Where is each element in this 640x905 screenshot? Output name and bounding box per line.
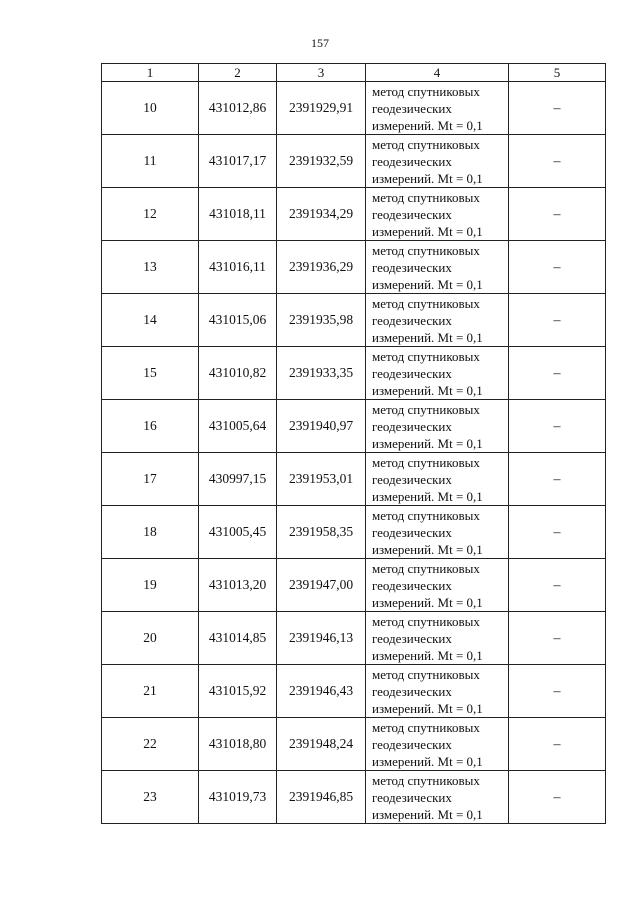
- dash-mark: –: [553, 418, 561, 434]
- method-text-line: метод спутниковых: [372, 560, 480, 576]
- note-cell: [509, 82, 606, 135]
- method-text-line: метод спутниковых: [372, 348, 480, 364]
- note-cell: [509, 665, 606, 718]
- point-number-cell: 11: [102, 135, 199, 188]
- note-cell: [509, 294, 606, 347]
- column-header-1: 1: [102, 64, 199, 82]
- note-cell: [509, 347, 606, 400]
- table-row: [102, 771, 606, 824]
- method-text-line: геодезических: [372, 365, 452, 381]
- method-text-line: геодезических: [372, 524, 452, 540]
- column-header-2: 2: [199, 64, 277, 82]
- column-header-4: 4: [366, 64, 509, 82]
- method-text-line: метод спутниковых: [372, 401, 480, 417]
- table-row: [102, 453, 606, 506]
- x-coordinate-cell: 431019,73: [199, 771, 277, 824]
- note-cell: [509, 400, 606, 453]
- x-coordinate-cell: 431005,64: [199, 400, 277, 453]
- point-number-cell: 12: [102, 188, 199, 241]
- dash-mark: –: [553, 524, 561, 540]
- dash-mark: –: [553, 577, 561, 593]
- table-row: [102, 506, 606, 559]
- y-coordinate-cell: 2391946,43: [277, 665, 366, 718]
- table-row: [102, 718, 606, 771]
- y-coordinate-cell: 2391934,29: [277, 188, 366, 241]
- method-text-line: измерений. Mt = 0,1: [372, 541, 483, 557]
- method-cell: [366, 506, 509, 559]
- x-coordinate-cell: 431014,85: [199, 612, 277, 665]
- method-text-line: измерений. Mt = 0,1: [372, 170, 483, 186]
- column-header-3: 3: [277, 64, 366, 82]
- column-header-5: 5: [509, 64, 606, 82]
- point-number-cell: 13: [102, 241, 199, 294]
- method-cell: [366, 559, 509, 612]
- note-cell: [509, 453, 606, 506]
- method-cell: [366, 771, 509, 824]
- method-cell: [366, 612, 509, 665]
- y-coordinate-cell: 2391933,35: [277, 347, 366, 400]
- dash-mark: –: [553, 312, 561, 328]
- method-text-line: геодезических: [372, 418, 452, 434]
- coordinates-table: [101, 63, 606, 824]
- method-text-line: измерений. Mt = 0,1: [372, 647, 483, 663]
- method-text-line: метод спутниковых: [372, 613, 480, 629]
- x-coordinate-cell: 431013,20: [199, 559, 277, 612]
- method-text-line: геодезических: [372, 736, 452, 752]
- note-cell: [509, 241, 606, 294]
- note-cell: [509, 559, 606, 612]
- method-text-line: метод спутниковых: [372, 772, 480, 788]
- x-coordinate-cell: 431012,86: [199, 82, 277, 135]
- point-number-cell: 21: [102, 665, 199, 718]
- method-cell: [366, 294, 509, 347]
- table-row: [102, 400, 606, 453]
- y-coordinate-cell: 2391946,13: [277, 612, 366, 665]
- method-cell: [366, 82, 509, 135]
- method-text-line: измерений. Mt = 0,1: [372, 700, 483, 716]
- table-row: [102, 241, 606, 294]
- point-number-cell: 10: [102, 82, 199, 135]
- y-coordinate-cell: 2391932,59: [277, 135, 366, 188]
- dash-mark: –: [553, 365, 561, 381]
- method-cell: [366, 135, 509, 188]
- table-header-row: [102, 64, 606, 82]
- method-cell: [366, 347, 509, 400]
- table-row: [102, 82, 606, 135]
- method-text-line: метод спутниковых: [372, 719, 480, 735]
- y-coordinate-cell: 2391935,98: [277, 294, 366, 347]
- method-text-line: метод спутниковых: [372, 136, 480, 152]
- method-text-line: измерений. Mt = 0,1: [372, 594, 483, 610]
- note-cell: [509, 612, 606, 665]
- point-number-cell: 18: [102, 506, 199, 559]
- note-cell: [509, 506, 606, 559]
- y-coordinate-cell: 2391936,29: [277, 241, 366, 294]
- method-text-line: геодезических: [372, 577, 452, 593]
- method-text-line: геодезических: [372, 206, 452, 222]
- method-cell: [366, 400, 509, 453]
- method-text-line: измерений. Mt = 0,1: [372, 329, 483, 345]
- y-coordinate-cell: 2391929,91: [277, 82, 366, 135]
- table-row: [102, 135, 606, 188]
- table-row: [102, 559, 606, 612]
- method-text-line: метод спутниковых: [372, 507, 480, 523]
- dash-mark: –: [553, 789, 561, 805]
- method-text-line: геодезических: [372, 312, 452, 328]
- x-coordinate-cell: 431017,17: [199, 135, 277, 188]
- point-number-cell: 19: [102, 559, 199, 612]
- method-text-line: метод спутниковых: [372, 189, 480, 205]
- method-text-line: измерений. Mt = 0,1: [372, 276, 483, 292]
- dash-mark: –: [553, 471, 561, 487]
- x-coordinate-cell: 431010,82: [199, 347, 277, 400]
- table-row: [102, 665, 606, 718]
- method-text-line: метод спутниковых: [372, 454, 480, 470]
- y-coordinate-cell: 2391953,01: [277, 453, 366, 506]
- table-row: [102, 347, 606, 400]
- x-coordinate-cell: 431015,06: [199, 294, 277, 347]
- method-text-line: метод спутниковых: [372, 295, 480, 311]
- method-cell: [366, 453, 509, 506]
- table-row: [102, 612, 606, 665]
- point-number-cell: 16: [102, 400, 199, 453]
- dash-mark: –: [553, 206, 561, 222]
- point-number-cell: 15: [102, 347, 199, 400]
- x-coordinate-cell: 431015,92: [199, 665, 277, 718]
- method-text-line: метод спутниковых: [372, 242, 480, 258]
- point-number-cell: 23: [102, 771, 199, 824]
- method-cell: [366, 188, 509, 241]
- x-coordinate-cell: 431018,80: [199, 718, 277, 771]
- method-text-line: метод спутниковых: [372, 666, 480, 682]
- dash-mark: –: [553, 153, 561, 169]
- method-cell: [366, 665, 509, 718]
- method-text-line: геодезических: [372, 259, 452, 275]
- dash-mark: –: [553, 683, 561, 699]
- dash-mark: –: [553, 100, 561, 116]
- table-row: [102, 188, 606, 241]
- y-coordinate-cell: 2391940,97: [277, 400, 366, 453]
- y-coordinate-cell: 2391958,35: [277, 506, 366, 559]
- x-coordinate-cell: 430997,15: [199, 453, 277, 506]
- method-text-line: геодезических: [372, 100, 452, 116]
- note-cell: [509, 135, 606, 188]
- note-cell: [509, 771, 606, 824]
- point-number-cell: 20: [102, 612, 199, 665]
- y-coordinate-cell: 2391947,00: [277, 559, 366, 612]
- dash-mark: –: [553, 259, 561, 275]
- method-text-line: геодезических: [372, 153, 452, 169]
- method-text-line: геодезических: [372, 789, 452, 805]
- method-text-line: измерений. Mt = 0,1: [372, 382, 483, 398]
- method-text-line: метод спутниковых: [372, 83, 480, 99]
- y-coordinate-cell: 2391946,85: [277, 771, 366, 824]
- method-text-line: измерений. Mt = 0,1: [372, 223, 483, 239]
- table-body: [102, 82, 606, 824]
- note-cell: [509, 718, 606, 771]
- method-cell: [366, 718, 509, 771]
- table-row: [102, 294, 606, 347]
- method-text-line: измерений. Mt = 0,1: [372, 753, 483, 769]
- point-number-cell: 14: [102, 294, 199, 347]
- method-text-line: измерений. Mt = 0,1: [372, 488, 483, 504]
- method-cell: [366, 241, 509, 294]
- method-text-line: измерений. Mt = 0,1: [372, 806, 483, 822]
- y-coordinate-cell: 2391948,24: [277, 718, 366, 771]
- dash-mark: –: [553, 630, 561, 646]
- x-coordinate-cell: 431016,11: [199, 241, 277, 294]
- point-number-cell: 22: [102, 718, 199, 771]
- x-coordinate-cell: 431018,11: [199, 188, 277, 241]
- method-text-line: измерений. Mt = 0,1: [372, 117, 483, 133]
- method-text-line: измерений. Mt = 0,1: [372, 435, 483, 451]
- method-text-line: геодезических: [372, 630, 452, 646]
- method-text-line: геодезических: [372, 471, 452, 487]
- x-coordinate-cell: 431005,45: [199, 506, 277, 559]
- method-text-line: геодезических: [372, 683, 452, 699]
- point-number-cell: 17: [102, 453, 199, 506]
- note-cell: [509, 188, 606, 241]
- dash-mark: –: [553, 736, 561, 752]
- page-number: 157: [311, 36, 329, 50]
